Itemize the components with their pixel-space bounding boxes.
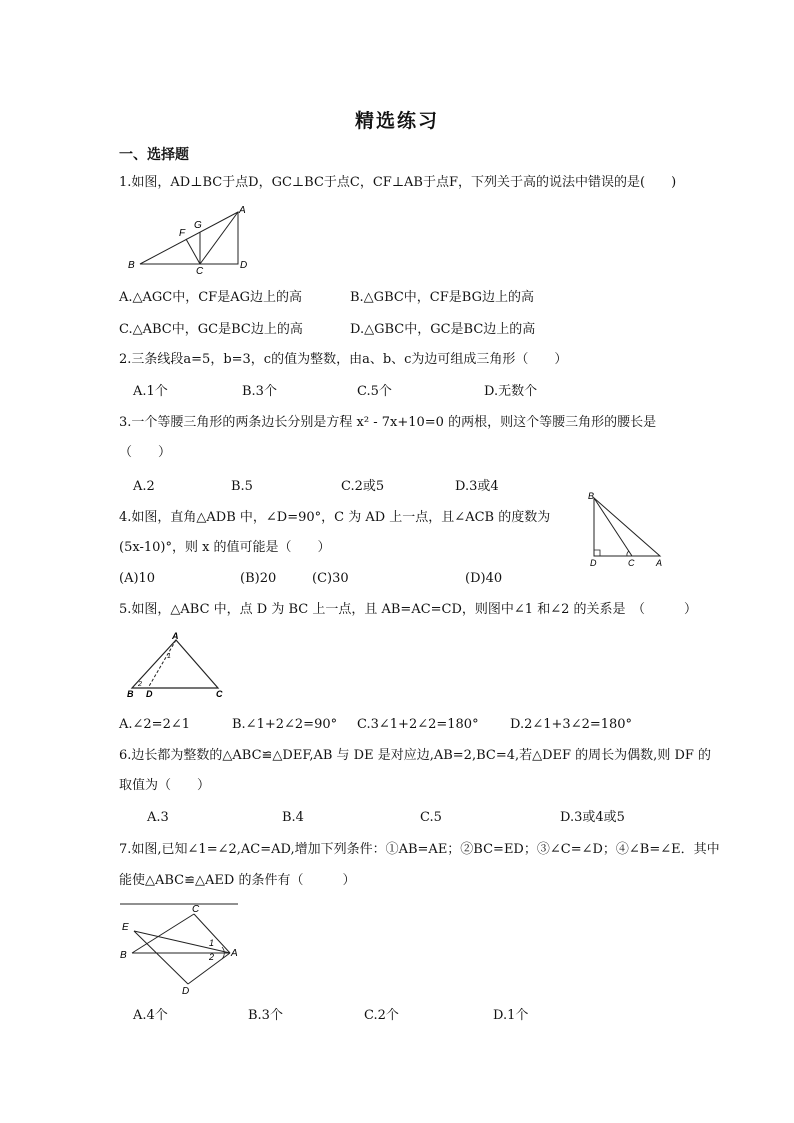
q1-label-f: F (179, 228, 186, 239)
q7-option-d[interactable]: D.1个 (493, 1008, 529, 1023)
q5-segment-ad (148, 640, 176, 688)
page-title: 精选练习 (354, 110, 439, 132)
q4-option-a[interactable]: (A)10 (119, 571, 156, 586)
q6-option-d[interactable]: D.3或4或5 (560, 810, 625, 825)
q2-option-b[interactable]: B.3个 (242, 384, 277, 399)
q1-figure (120, 200, 260, 276)
q1-segment-cf (186, 239, 200, 264)
q3-stem: 3.一个等腰三角形的两条边长分别是方程 x² - 7x+10=0 的两根，则这个等腰三角形的腰长是 (119, 415, 657, 430)
q7-segment-ed (134, 931, 188, 984)
q5-option-a[interactable]: A.∠2=2∠1 (119, 717, 191, 732)
q7-option-b[interactable]: B.3个 (248, 1008, 283, 1023)
q1-option-d[interactable]: D.△GBC中，GC是BC边上的高 (350, 322, 536, 337)
q7-label-d: D (182, 986, 190, 996)
q1-segment-ac (200, 212, 238, 264)
q4-triangle-adb (594, 498, 660, 556)
q4-option-b[interactable]: (B)20 (240, 571, 277, 586)
q4-label-a: A (656, 558, 663, 568)
section-heading: 一、选择题 (119, 147, 189, 163)
q4-option-c[interactable]: (C)30 (312, 571, 349, 586)
q7-label-c: C (192, 904, 200, 915)
q3-stem-cont: （ ） (119, 445, 172, 460)
q7-label-e: E (122, 922, 129, 933)
q3-option-a[interactable]: A.2 (133, 479, 155, 494)
q1-label-d: D (240, 260, 248, 271)
q6-option-c[interactable]: C.5 (420, 810, 442, 825)
q5-stem: 5.如图，△ABC 中，点 D 为 BC 上一点，且 AB=AC=CD，则图中∠1 和∠2 的关系是 （ ） (119, 602, 698, 617)
q4-right-angle-mark (594, 550, 600, 556)
q7-label-1: 1 (209, 938, 215, 948)
q7-stem-cont: 能使△ABC≌△AED 的条件有（ ） (119, 873, 356, 888)
q3-option-b[interactable]: B.5 (231, 479, 253, 494)
q5-label-d: D (146, 689, 153, 699)
q4-label-c: C (628, 558, 635, 568)
q7-segment-bc (132, 914, 194, 953)
q7-figure (118, 898, 242, 996)
q2-option-d[interactable]: D.无数个 (484, 384, 538, 399)
q4-stem-cont: (5x-10)°，则 x 的值可能是（ ） (119, 540, 331, 555)
q1-label-a: A (239, 205, 246, 216)
q1-option-b[interactable]: B.△GBC中，CF是BG边上的高 (350, 290, 534, 305)
q7-option-c[interactable]: C.2个 (364, 1008, 399, 1023)
q7-option-a[interactable]: A.4个 (133, 1008, 168, 1023)
q4-angle-arc (627, 551, 629, 556)
q2-stem: 2.三条线段a=5，b=3，c的值为整数，由a、b、c为边可组成三角形（ ） (119, 352, 568, 367)
q5-label-b: B (127, 689, 134, 699)
q5-option-c[interactable]: C.3∠1+2∠2=180° (357, 717, 479, 732)
q6-option-a[interactable]: A.3 (147, 810, 169, 825)
q4-figure (584, 490, 670, 570)
q2-option-a[interactable]: A.1个 (133, 384, 168, 399)
q2-option-c[interactable]: C.5个 (357, 384, 392, 399)
q5-label-1: 1 (167, 653, 171, 660)
q4-option-d[interactable]: (D)40 (465, 571, 503, 586)
q5-option-d[interactable]: D.2∠1+3∠2=180° (510, 717, 633, 732)
q1-option-a[interactable]: A.△AGC中，CF是AG边上的高 (119, 290, 302, 305)
q3-option-d[interactable]: D.3或4 (455, 479, 499, 494)
q1-option-c[interactable]: C.△ABC中，GC是BC边上的高 (119, 322, 303, 337)
q1-stem: 1.如图，AD⊥BC于点D，GC⊥BC于点C，CF⊥AB于点F，下列关于高的说法中错误的是( ) (119, 175, 677, 190)
q1-label-g: G (194, 220, 202, 231)
q1-triangle-abd (140, 212, 238, 264)
q7-segment-ea (134, 931, 230, 953)
q4-stem: 4.如图，直角△ADB 中，∠D=90°，C 为 AD 上一点，且∠ACB 的度数为 (119, 510, 551, 525)
q6-stem: 6.边长都为整数的△ABC≌△DEF,AB 与 DE 是对应边,AB=2,BC=4,若△DEF 的周长为偶数,则 DF 的 (119, 748, 712, 763)
q4-label-d: D (590, 558, 597, 568)
q1-label-c: C (196, 266, 204, 276)
q4-label-b: B (588, 491, 595, 501)
q6-option-b[interactable]: B.4 (282, 810, 304, 825)
q5-label-a: A (172, 631, 179, 641)
q7-label-2: 2 (209, 952, 215, 962)
q5-figure (122, 630, 232, 702)
q5-label-c: C (216, 689, 223, 699)
q5-option-b[interactable]: B.∠1+2∠2=90° (232, 717, 338, 732)
q7-label-b: B (120, 950, 127, 961)
q6-stem-cont: 取值为（ ） (119, 778, 211, 793)
q5-triangle-abc (132, 640, 218, 688)
q1-label-b: B (128, 260, 135, 271)
q3-option-c[interactable]: C.2或5 (341, 479, 385, 494)
q5-label-2: 2 (138, 681, 142, 688)
q7-stem: 7.如图,已知∠1=∠2,AC=AD,增加下列条件：①AB=AE；②BC=ED；③∠C=∠D；④∠B=∠E．其中 (119, 842, 720, 857)
q7-label-a: A (231, 948, 238, 959)
